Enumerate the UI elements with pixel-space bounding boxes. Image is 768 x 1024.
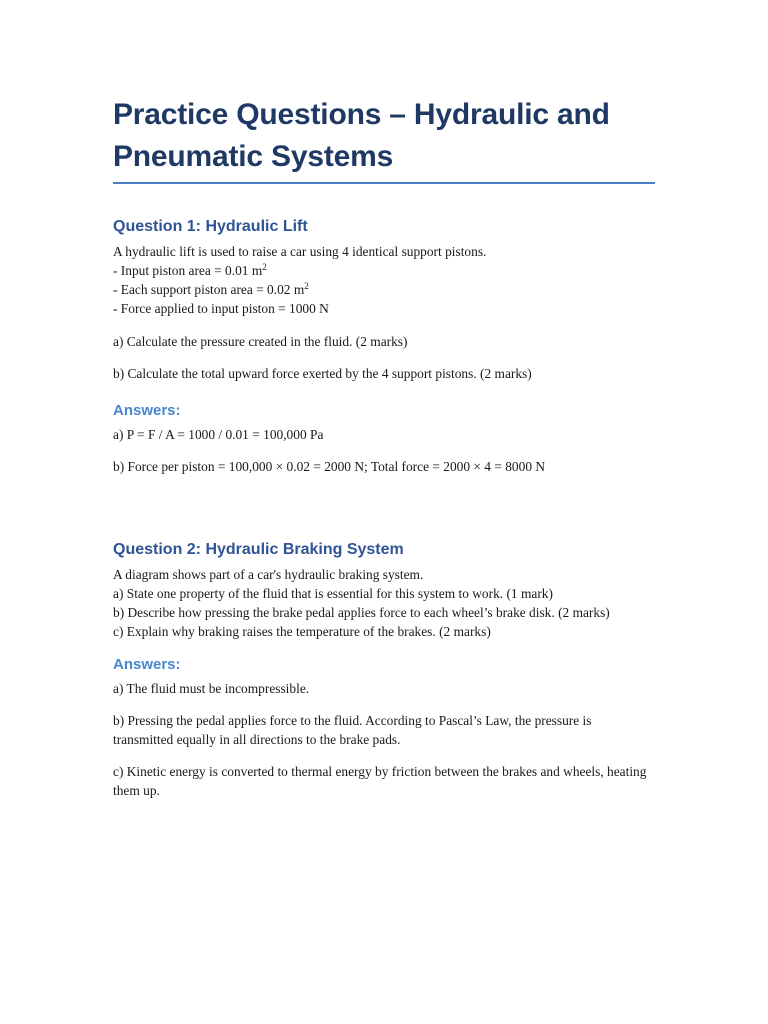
question-2-answer-c: c) Kinetic energy is converted to thermal energy by friction between the brakes and wheels, heating them up. [113, 764, 647, 798]
question-1-section [113, 216, 655, 476]
question-1-given-1: - Input piston area = 0.01 $m^2$ [113, 262, 267, 278]
question-1-statement [113, 242, 655, 318]
question-1-given-2: - Each support piston area = 0.02 $m^2$ [113, 281, 309, 297]
question-1-intro: A hydraulic lift is used to raise a car using 4 identical support pistons. [113, 244, 487, 259]
question-1-part-b: b) Calculate the total upward force exerted by the 4 support pistons. (2 marks) [113, 366, 532, 381]
question-2-intro: A diagram shows part of a car's hydraulic braking system. [113, 567, 424, 582]
document-page [113, 94, 655, 813]
question-2-answer-a: a) The fluid must be incompressible. [113, 681, 310, 696]
question-2-section [113, 539, 655, 800]
question-2-part-a: a) State one property of the fluid that is essential for this system to work. (1 mark) [113, 586, 553, 601]
question-1-answer-a: a) P = F / A = 1000 / 0.01 = 100,000 Pa [113, 427, 324, 442]
question-2-part-c: c) Explain why braking raises the temperature of the brakes. (2 marks) [113, 624, 491, 639]
question-2-statement [113, 565, 655, 641]
question-2-answer-b: b) Pressing the pedal applies force to the fluid. According to Pascal’s Law, the pressure is transmitted equally in all directions to the brake pads. [113, 713, 592, 747]
document-title: Practice Questions – Hydraulic and Pneumatic Systems [113, 98, 610, 173]
question-1-part-a: a) Calculate the pressure created in the fluid. (2 marks) [113, 334, 408, 349]
question-1-heading: Question 1: Hydraulic Lift [113, 218, 308, 235]
question-2-part-b: b) Describe how pressing the brake pedal applies force to each wheel’s brake disk. (2 marks) [113, 605, 610, 620]
question-2-answers-heading: Answers: [113, 656, 181, 673]
question-1-answers-heading: Answers: [113, 402, 181, 419]
question-1-given-3: - Force applied to input piston = 1000 N [113, 301, 329, 316]
question-1-answer-b: b) Force per piston = 100,000 × 0.02 = 2000 N; Total force = 2000 × 4 = 8000 N [113, 459, 546, 474]
question-2-heading: Question 2: Hydraulic Braking System [113, 541, 404, 558]
title-underline [113, 182, 655, 184]
